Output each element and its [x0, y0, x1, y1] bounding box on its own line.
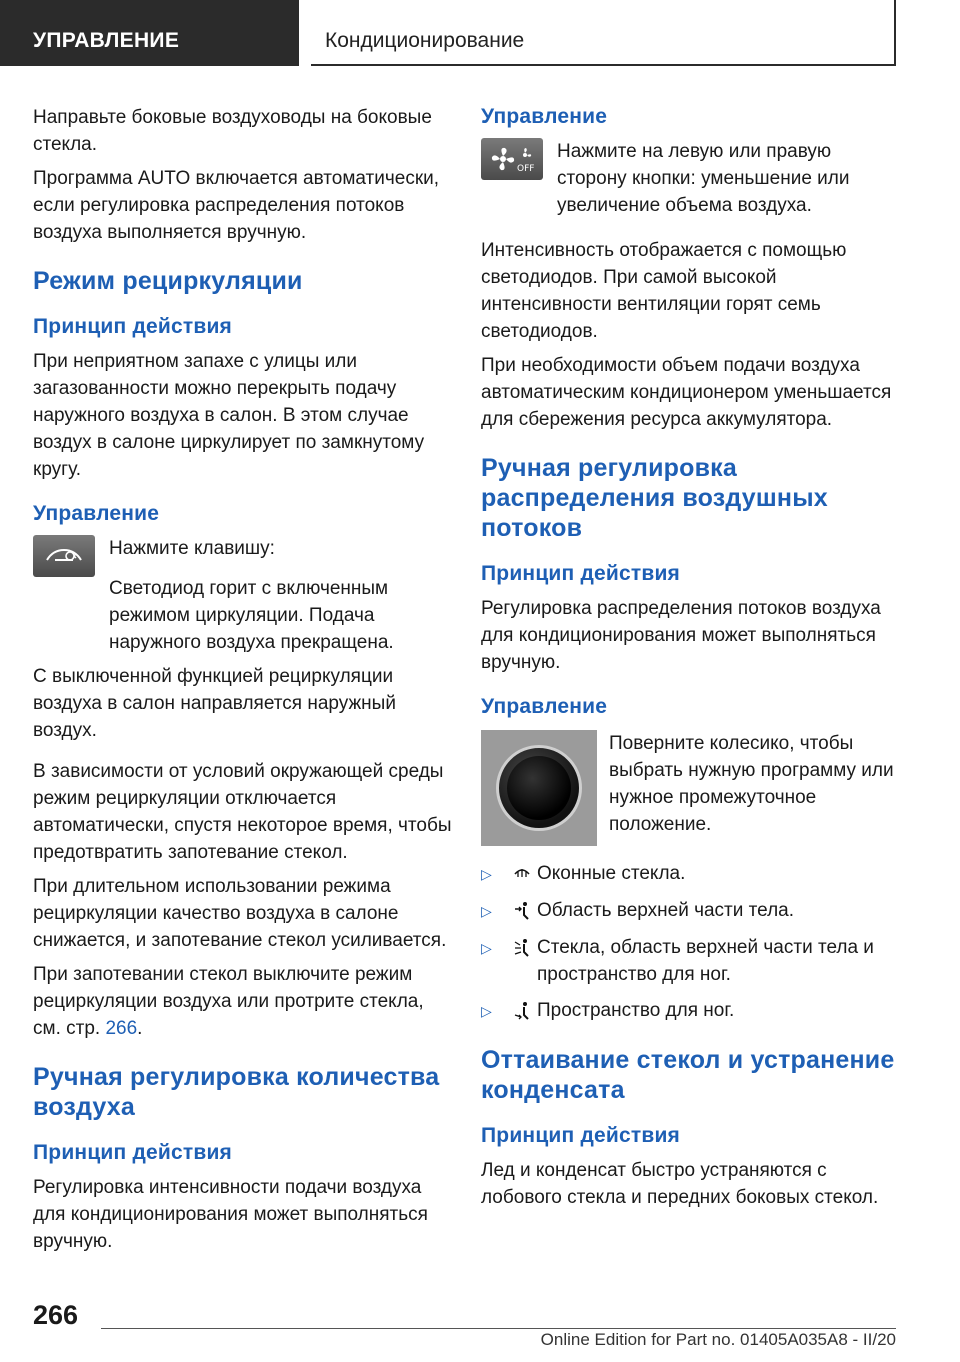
page-number: 266: [33, 1300, 79, 1330]
upper-body-airflow-icon: [507, 897, 537, 921]
knob-instruction: [481, 730, 901, 846]
list-item: ▷ Оконные стекла.: [481, 860, 901, 888]
paragraph: Интенсивность отображается с помощью светодиодов. При самой высокой интенсивности вентиляции горят семь светодиодов.: [481, 240, 847, 342]
paragraph: Программа AUTO включается автоматически, если регулировка распределения потоков воздуха выполняется вручную.: [33, 168, 440, 243]
bullet-arrow-icon: ▷: [481, 1003, 492, 1019]
paragraph: Регулировка интенсивности подачи воздуха для кондиционирования может выполняться вручную.: [33, 1177, 428, 1252]
heading-manual-distribution: Ручная регулировка распределения воздушных потоков: [481, 454, 828, 542]
air-distribution-knob-image: [481, 730, 597, 846]
heading-principle: Принцип действия: [33, 315, 233, 338]
right-column: [481, 104, 901, 1218]
edition-note: Online Edition for Part no. 01405A035A8 - II/20: [540, 1330, 896, 1349]
paragraph: С выключенной функцией рециркуляции воздуха в салон направляется наружный воздух.: [33, 666, 396, 741]
bullet-arrow-icon: ▷: [481, 940, 492, 956]
page-reference-link[interactable]: 266: [105, 1018, 138, 1039]
control-instruction: [33, 535, 453, 577]
heading-principle: Принцип действия: [481, 562, 681, 585]
heading-control: Управление: [33, 502, 160, 525]
heading-defrost: Оттаивание стекол и устранение конденсата: [481, 1046, 895, 1104]
bullet-arrow-icon: ▷: [481, 866, 492, 882]
control-instruction: [481, 138, 901, 223]
list-item: ▷ Стекла, область верхней части тела и пространство для ног.: [481, 934, 901, 988]
instruction-text: Поверните колесико, чтобы выбрать нужную программу или нужное промежуточное положение.: [609, 733, 894, 835]
paragraph: При запотевании стекол выключите режим рециркуляции воздуха или протрите стекла, см. стр. 266.: [33, 964, 424, 1039]
windshield-body-airflow-icon: [507, 934, 537, 958]
svg-text:OFF: OFF: [517, 164, 535, 174]
fan-button-icon: [481, 138, 543, 180]
topic-title: Кондиционирование: [311, 0, 896, 66]
bullet-arrow-icon: ▷: [481, 903, 492, 919]
footer-divider: [101, 1328, 896, 1329]
section-tab: УПРАВЛЕНИЕ: [0, 0, 299, 66]
paragraph: При неприятном запахе с улицы или загазованности можно перекрыть подачу наружного воздуха в салон. В этом случае воздух в салоне циркулирует по замкнутому кругу.: [33, 351, 425, 480]
paragraph: В зависимости от условий окружающей среды режим рециркуляции отключается автоматически, спустя некоторое время, чтобы предотвратить запотевание стекол.: [33, 761, 452, 863]
instruction-text: Нажмите на левую или правую сторону кнопки: уменьшение или увеличение объема воздуха.: [557, 141, 850, 216]
paragraph: Лед и конденсат быстро устраняются с лобового стекла и передних боковых стекол.: [481, 1160, 879, 1208]
paragraph: Регулировка распределения потоков воздуха для кондиционирования может выполняться вручную.: [481, 598, 881, 673]
heading-control: Управление: [481, 105, 608, 128]
list-item: ▷ Область верхней части тела.: [481, 897, 901, 925]
list-item: ▷ Пространство для ног.: [481, 997, 901, 1025]
paragraph: Светодиод горит с включенным режимом циркуляции. Подача наружного воздуха прекращена.: [109, 578, 394, 653]
heading-control: Управление: [481, 695, 608, 718]
paragraph: При необходимости объем подачи воздуха автоматическим кондиционером уменьшается для сбережения ресурса аккумулятора.: [481, 355, 892, 430]
paragraph: Направьте боковые воздуховоды на боковые стекла.: [33, 107, 432, 155]
paragraph: При длительном использовании режима рециркуляции качество воздуха в салоне снижается, и запотевание стекол усиливается.: [33, 876, 447, 951]
recirculation-button-icon: [33, 535, 95, 577]
instruction-text: Нажмите клавишу:: [109, 538, 275, 559]
heading-principle: Принцип действия: [33, 1141, 233, 1164]
left-column: [33, 104, 453, 1262]
heading-manual-amount: Ручная регулировка количества воздуха: [33, 1063, 440, 1121]
footwell-airflow-icon: [507, 997, 537, 1021]
windshield-icon: [507, 860, 537, 880]
heading-principle: Принцип действия: [481, 1124, 681, 1147]
heading-recirculation: Режим рециркуляции: [33, 267, 303, 295]
